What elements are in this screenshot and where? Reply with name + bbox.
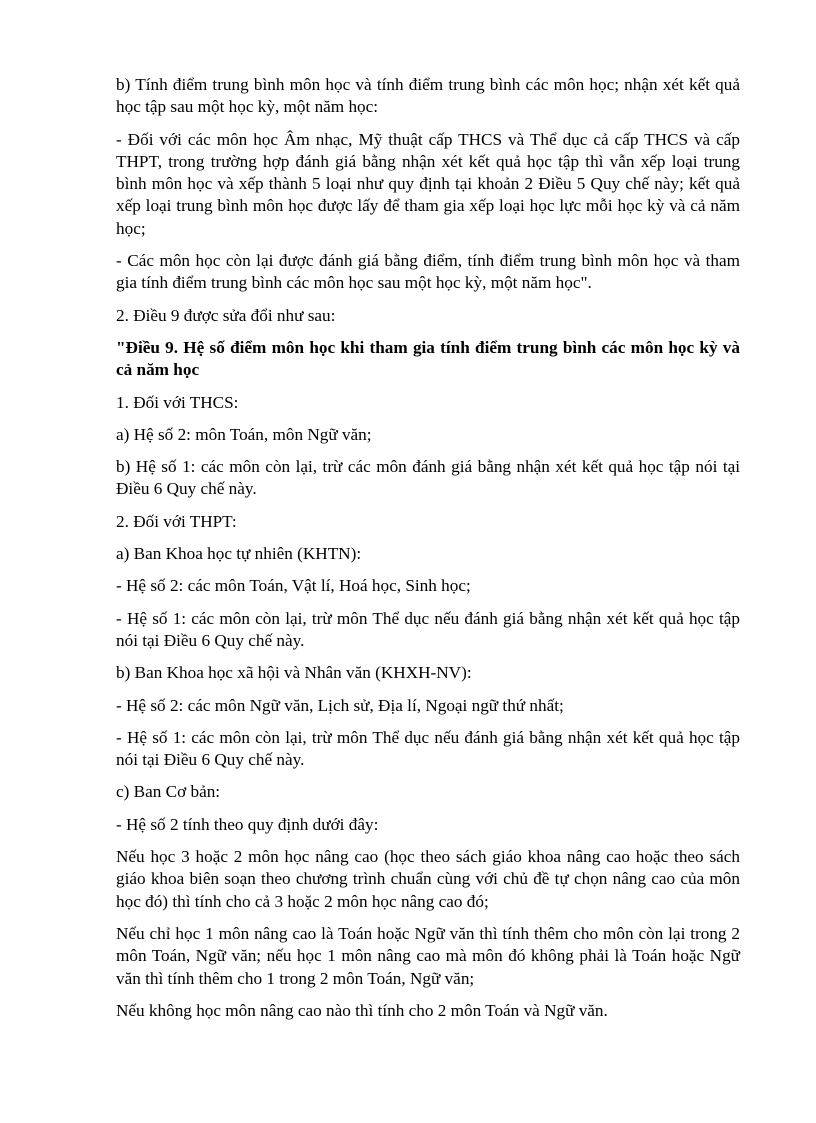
paragraph-khtn-coef-1: - Hệ số 1: các môn còn lại, trừ môn Thể dục nếu đánh giá bằng nhận xét kết quả học tập nói tại Điều 6 Quy chế này. bbox=[116, 608, 740, 650]
document-page bbox=[116, 74, 740, 1032]
paragraph-khtn-coef-2: - Hệ số 2: các môn Toán, Vật lí, Hoá học, Sinh học; bbox=[116, 576, 471, 596]
paragraph-khtn: a) Ban Khoa học tự nhiên (KHTN): bbox=[116, 544, 362, 564]
paragraph-other-subjects-rule: - Các môn học còn lại được đánh giá bằng điểm, tính điểm trung bình môn học và tham gia tính điểm trung bình các môn học sau một học kỳ, một năm học". bbox=[116, 251, 740, 293]
paragraph-thcs-coef-1: b) Hệ số 1: các môn còn lại, trừ các môn đánh giá bằng nhận xét kết quả học tập nói tại Điều 6 Quy chế này. bbox=[116, 457, 740, 499]
paragraph-advanced-3-or-2: Nếu học 3 hoặc 2 môn học nâng cao (học theo sách giáo khoa nâng cao hoặc theo sách giáo khoa biên soạn theo chương trình chuẩn cùng với chủ đề tự chọn nâng cao của môn học đó) thì tính cho cả 3 hoặc 2 môn học nâng cao đó; bbox=[116, 847, 740, 911]
paragraph-section-b-intro: b) Tính điểm trung bình môn học và tính điểm trung bình các môn học; nhận xét kết quả học tập sau một học kỳ, một năm học: bbox=[116, 75, 740, 117]
paragraph-thpt: 2. Đối với THPT: bbox=[116, 511, 237, 531]
article-9-heading: "Điều 9. Hệ số điểm môn học khi tham gia tính điểm trung bình các môn học kỳ và cả năm học bbox=[116, 337, 740, 380]
paragraph-khxh-coef-1: - Hệ số 1: các môn còn lại, trừ môn Thể dục nếu đánh giá bằng nhận xét kết quả học tập nói tại Điều 6 Quy chế này. bbox=[116, 727, 740, 770]
paragraph-thcs: 1. Đối với THCS: bbox=[116, 392, 239, 412]
paragraph-basic: c) Ban Cơ bản: bbox=[116, 782, 221, 802]
paragraph-advanced-1: Nếu chỉ học 1 môn nâng cao là Toán hoặc Ngữ văn thì tính thêm cho môn còn lại trong 2 môn Toán, Ngữ văn; nếu học 1 môn nâng cao mà môn đó không phải là Toán hoặc Ngữ văn thì tính thêm cho 1 trong 2 môn Toán, Ngữ văn; bbox=[116, 923, 740, 988]
paragraph-basic-coef-2: - Hệ số 2 tính theo quy định dưới đây: bbox=[116, 814, 379, 834]
paragraph-khxh: b) Ban Khoa học xã hội và Nhân văn (KHXH-NV): bbox=[116, 663, 472, 683]
paragraph-khxh-coef-2: - Hệ số 2: các môn Ngữ văn, Lịch sử, Địa lí, Ngoại ngữ thứ nhất; bbox=[116, 695, 564, 715]
paragraph-article-9-amendment: 2. Điều 9 được sửa đổi như sau: bbox=[116, 305, 336, 325]
paragraph-no-advanced: Nếu không học môn nâng cao nào thì tính cho 2 môn Toán và Ngữ văn. bbox=[116, 1000, 608, 1020]
paragraph-thcs-coef-2: a) Hệ số 2: môn Toán, môn Ngữ văn; bbox=[116, 424, 372, 444]
paragraph-arts-pe-rule: - Đối với các môn học Âm nhạc, Mỹ thuật cấp THCS và Thể dục cả cấp THCS và cấp THPT, trong trường hợp đánh giá bằng nhận xét kết quả học tập thì vẫn xếp loại trung bình môn học và xếp thành 5 loại như quy định tại khoản 2 Điều 5 Quy chế này; kết quả xếp loại trung bình môn học được lấy để tham gia xếp loại học lực mỗi học kỳ và cả năm học; bbox=[116, 129, 740, 238]
